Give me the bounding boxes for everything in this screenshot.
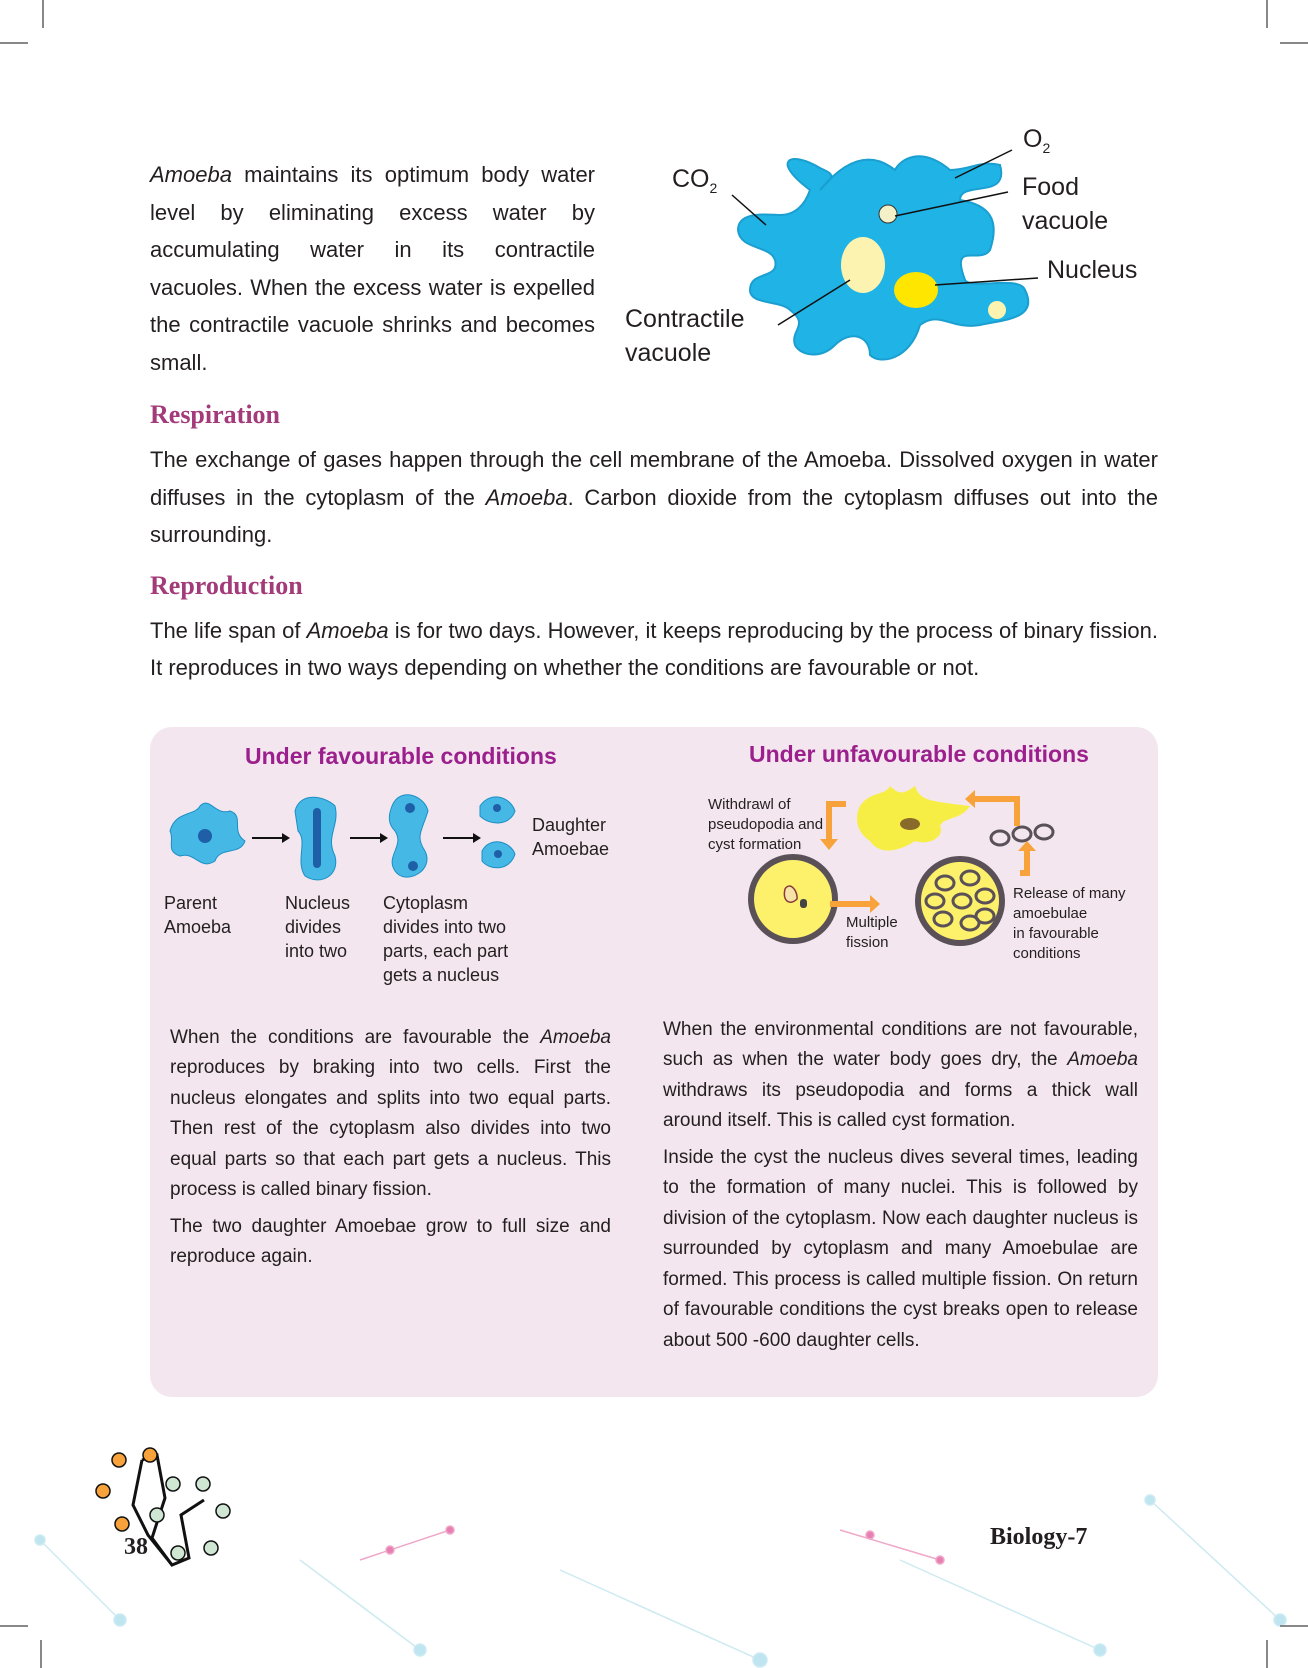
- intro-row: [150, 125, 1158, 381]
- crop-mark: [0, 1625, 28, 1627]
- co2-label: $CO_2$: [672, 165, 718, 196]
- unfavourable-paragraph-2: Inside the cyst the nucleus dives several times, leading to the formation of many nuclei. This is followed by division of the cytoplasm. Now each daughter nucleus is surrounded by cytoplasm and many Amoebulae are formed. This process is called multiple fission. On return of favourable conditions the cyst breaks open to release about 500 -600 daughter cells.: [663, 1146, 1138, 1351]
- favourable-paragraph-1: When the conditions are favourable the Amoeba reproduces by braking into two cells. First the nucleus elongates and splits into two equal parts. Then rest of the cytoplasm also divides into two equal parts so that each part gets a nucleus. This process is called binary fission.: [170, 1026, 611, 1200]
- binary-fission-area: [164, 727, 611, 1023]
- food-vacuole-label: Food vacuole: [1022, 173, 1109, 235]
- respiration-paragraph: The exchange of gases happen through the cell membrane of the Amoeba. Dissolved oxygen in water diffuses in the cytoplasm of the Amoeba. Carbon dioxide from the cytoplasm diffuses out into the surrounding.: [150, 447, 1158, 547]
- contractile-vacuole-label: Contractile vacuole: [625, 305, 745, 367]
- page-content: [150, 125, 1158, 1397]
- crop-mark: [1266, 1640, 1268, 1668]
- reproduction-paragraph: The life span of Amoeba is for two days. However, it keeps reproducing by the process of binary fission. It reproduces in two ways depending on whether the conditions are favourable or not.: [150, 617, 1158, 680]
- food-vacuole: [879, 205, 897, 223]
- nucleus: [894, 272, 938, 308]
- amoeba-diagram-area: [620, 125, 1158, 370]
- multiple-fission-area: [663, 727, 1138, 1015]
- favourable-paragraph-2: The two daughter Amoebae grow to full size and reproduce again.: [170, 1215, 611, 1267]
- nucleus-label: Nucleus: [1047, 256, 1138, 284]
- withdrawal-label: Withdrawl of pseudopodia and cyst formation: [708, 795, 824, 853]
- favourable-column: [164, 727, 611, 1367]
- crop-mark: [1266, 0, 1268, 28]
- unfavourable-title: Under unfavourable conditions: [749, 740, 1089, 767]
- crop-mark: [1280, 42, 1308, 44]
- respiration-heading: Respiration: [150, 400, 280, 429]
- reproduction-heading: Reproduction: [150, 570, 303, 600]
- molecule-background: [0, 1420, 1308, 1668]
- o2-label: $O_2$: [1023, 125, 1051, 156]
- page-number: 38: [124, 1534, 148, 1560]
- book-title: Biology-7: [990, 1524, 1088, 1550]
- unfavourable-column: [663, 727, 1138, 1367]
- favourable-title: Under favourable conditions: [245, 742, 557, 769]
- crop-mark: [0, 42, 28, 44]
- intro-paragraph: Amoeba maintains its optimum body water level by eliminating excess water by accumulating water in its contractile vacuoles. When the excess water is expelled the contractile vacuole shrinks and becomes small.: [150, 162, 595, 375]
- nucleus-divides-label: Nucleus divides into two: [285, 892, 351, 961]
- reproduction-box: [150, 727, 1158, 1397]
- crop-mark: [42, 0, 44, 28]
- cytoplasm-divides-label: Cytoplasm divides into two parts, each part gets a nucleus: [383, 892, 509, 985]
- unfavourable-paragraph-1: When the environmental conditions are not favourable, such as when the water body goes dry, the Amoeba withdraws its pseudopodia and forms a thick wall around itself. This is called cyst formation.: [663, 1018, 1138, 1131]
- parent-amoeba-label: Parent Amoeba: [164, 892, 232, 937]
- small-vacuole: [988, 301, 1006, 319]
- amoeba-yellow: [857, 786, 970, 850]
- multiple-fission-label: Multiple fission: [846, 913, 898, 951]
- daughter-amoebae-label: Daughter Amoebae: [532, 814, 610, 859]
- crop-mark: [1280, 1625, 1308, 1627]
- crop-mark: [40, 1640, 42, 1668]
- contractile-vacuole: [841, 237, 885, 293]
- release-label: Release of many amoebulae in favourable conditions: [1013, 884, 1126, 962]
- binary-fission-diagram: [160, 786, 540, 896]
